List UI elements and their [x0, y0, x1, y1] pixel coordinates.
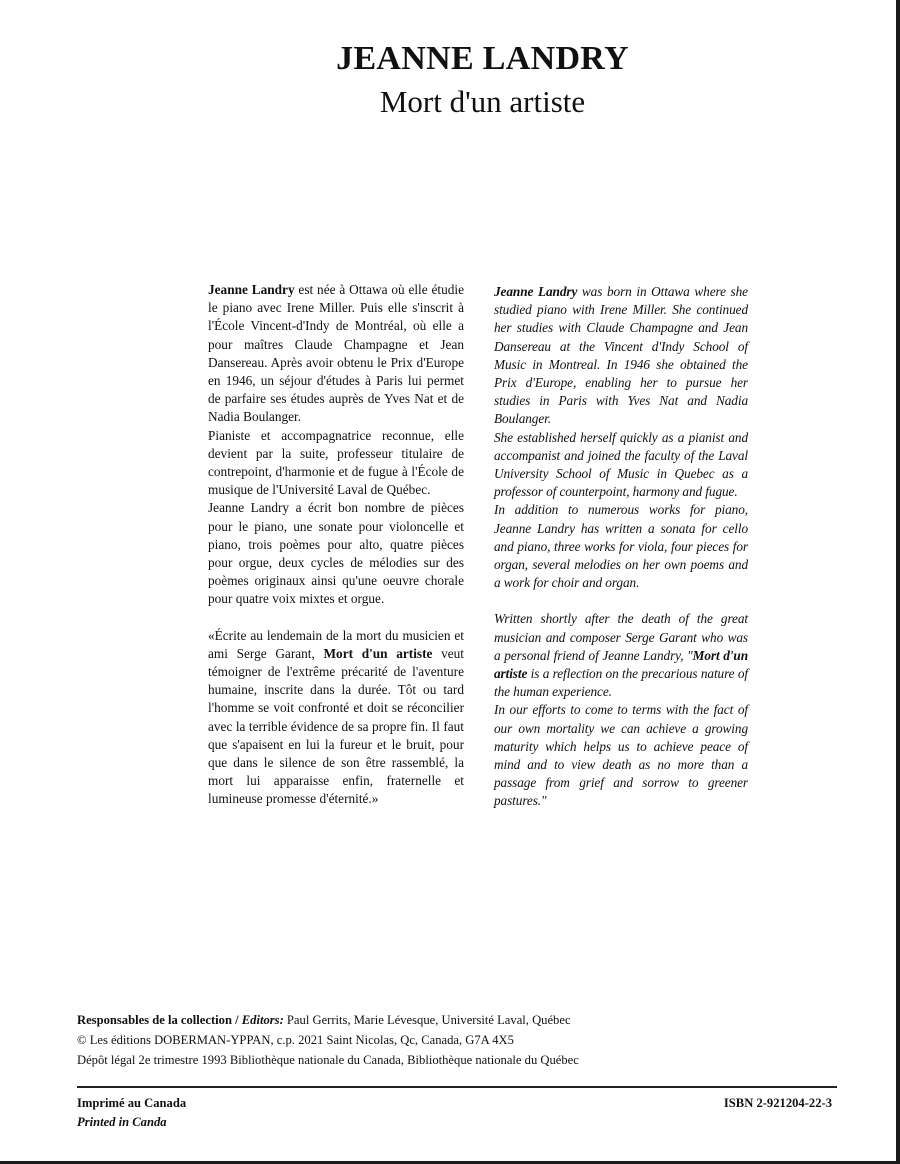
english-bio-text: was born in Ottawa where she studied piano with Irene Miller. She continued her studies with Claude Champagne and Jean Dansereau at the Vincent d'Indy School of Music in Montreal. In 1946 she obtained the Prix d'Europe, enabling her to pursue her studies in Paris with Yves Nat and Nadia Boulanger. — [494, 284, 748, 427]
isbn-number: ISBN 2-921204-22-3 — [723, 1096, 832, 1110]
copyright-line: © Les éditions DOBERMAN-YPPAN, c.p. 2021 Saint Nicolas, Qc, Canada, G7A 4X5 — [77, 1033, 514, 1047]
english-works-paragraph: In addition to numerous works for piano, Jeanne Landry has written a sonata for cello and piano, three works for viola, four pieces for organ, several melodies on her own poems and a work for choir and organ. — [494, 502, 748, 591]
english-note-title: Mort d'un artiste — [494, 647, 748, 682]
english-note-start: Written shortly after the death of the great musician and composer Serge Garant who was a personal friend of Jeanne Landry, " — [494, 611, 748, 663]
editors-label-en: Editors: — [241, 1013, 284, 1027]
english-note-paragraph-2: In our efforts to come to terms with the fact of our own mortality we can achieve a growing maturity which helps us to achieve peace of mind and to view death as no more than a passage from grief and sorrow to greener pastures." — [494, 702, 748, 809]
footer-divider — [77, 1086, 837, 1088]
paragraph-gap — [494, 592, 748, 610]
printed-en: Printed in Canda — [77, 1115, 167, 1129]
french-bio-text: est née à Ottawa où elle étudie le piano avec Irene Miller. Puis elle s'inscrit à l'École Vincent-d'Indy de Montréal, où elle a pour maîtres Claude Champagne et Jean Dansereau. Après avoir obtenu le Prix d'Europe en 1946, un séjour d'études à Paris lui permet de parfaire ses études auprès de Yves Nat et de Nadia Boulanger. — [208, 282, 464, 425]
editors-label: Responsables de la collection / — [77, 1013, 242, 1027]
legal-deposit-line: Dépôt légal 2e trimestre 1993 Bibliothèque nationale du Canada, Bibliothèque nationale du Québec — [77, 1053, 579, 1067]
french-quote-paragraph — [208, 627, 464, 809]
work-title: Mort d'un artiste — [379, 84, 586, 119]
french-quote-end: veut témoigner de l'extrême précarité de l'aventure humaine, inscrite dans la durée. Tôt ou tard l'homme se voit confronté et doit se réconcilier avec la terrible évidence de sa propre fin. Il faut que s'apaisent en lui la fureur et le bruit, pour que dans le silence de son être rassemblé, la mort lui apparaisse enfin, fraternelle et lumineuse promesse d'éternité.» — [208, 645, 465, 807]
english-note-mid: is a reflection on the precarious nature of the human experience. — [494, 666, 748, 700]
english-career-paragraph: She established herself quickly as a pianist and accompanist and joined the faculty of the Laval University School of Music in Quebec as a professor of counterpoint, harmony and fugue. — [494, 429, 748, 500]
english-note-paragraph — [494, 610, 748, 701]
french-text-column — [208, 281, 464, 809]
french-bio-paragraph — [208, 281, 464, 427]
composer-name: JEANNE LANDRY — [336, 40, 629, 77]
french-quote-start: «Écrite au lendemain de la mort du musicien et ami Serge Garant, — [208, 627, 464, 661]
french-quote-title: Mort d'un artiste — [323, 645, 433, 661]
english-bio-paragraph — [494, 283, 748, 429]
english-bio-name: Jeanne Landry — [494, 284, 578, 299]
publication-footer — [77, 1010, 837, 1070]
paragraph-gap — [208, 609, 464, 627]
scan-edge-right — [896, 0, 900, 1164]
printed-fr: Imprimé au Canada — [77, 1096, 187, 1110]
editors-line — [77, 1010, 837, 1030]
printed-in — [77, 1094, 186, 1132]
french-bio-name: Jeanne Landry — [208, 282, 295, 297]
english-text-column — [494, 283, 748, 811]
editors-names: Paul Gerrits, Marie Lévesque, Université Laval, Québec — [283, 1013, 571, 1027]
french-works-paragraph: Jeanne Landry a écrit bon nombre de pièces pour le piano, une sonate pour violoncelle et piano, trois poèmes pour alto, quatre pièces pour orgue, deux cycles de mélodies sur des poèmes originaux ainsi qu'une oeuvre chorale pour quatre voix mixtes et orgue. — [208, 500, 464, 607]
french-career-paragraph: Pianiste et accompagnatrice reconnue, elle devient par la suite, professeur titulaire de contrepoint, d'harmonie et de fugue à l'École de musique de l'Université Laval de Québec. — [208, 427, 464, 498]
